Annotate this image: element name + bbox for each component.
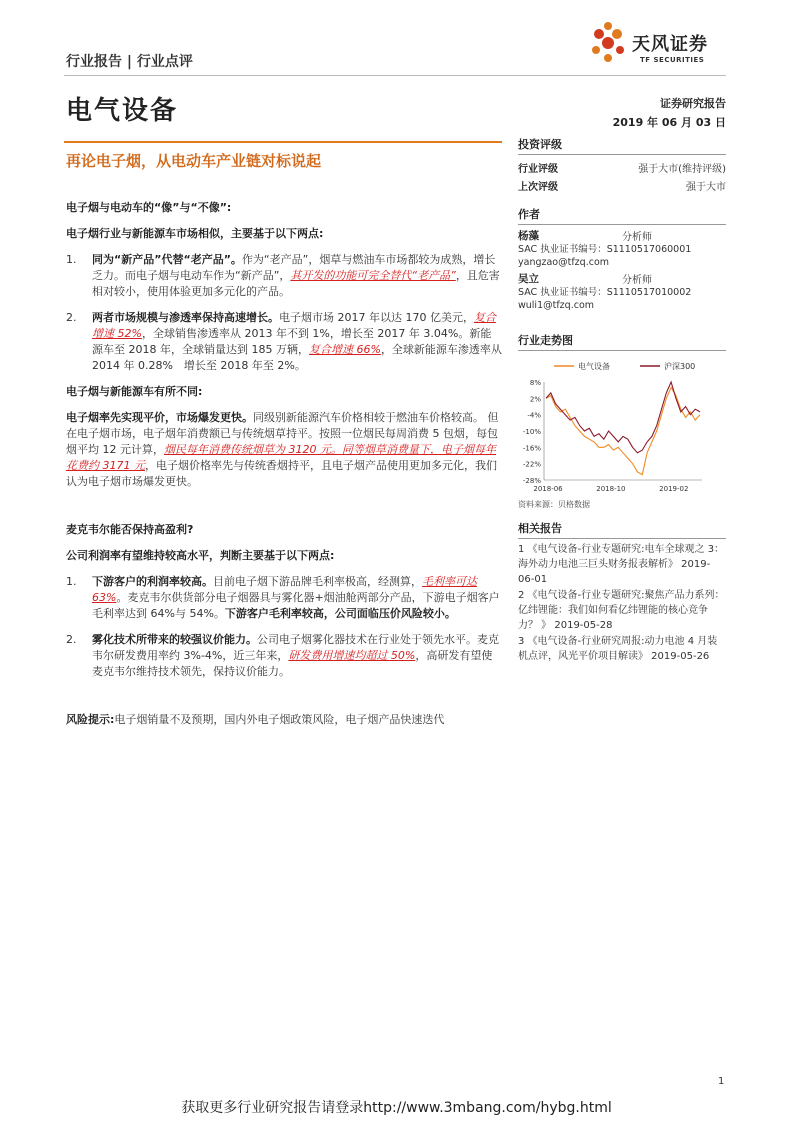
authors-panel — [518, 206, 726, 312]
report-date: 2019 年 06 月 03 日 — [612, 116, 726, 129]
related-report-link[interactable]: 2 《电气设备-行业专题研究:聚焦产品力系列： 亿纬锂能：我们如何看亿纬锂能的核心竞争力？ 》 2019-05-28 — [518, 590, 760, 631]
section-subheading: 电子烟行业与新能源车市场相似，主要基于以下两点: — [66, 227, 324, 240]
author-email[interactable]: wuli1@tfzq.com — [518, 300, 595, 311]
header-divider — [64, 75, 726, 76]
author-cert: SAC 执业证书编号：S1110517060001 — [518, 244, 692, 255]
prev-rating-row: 上次评级 强于大市 — [518, 176, 726, 194]
section-heading: 电子烟与新能源车有所不同: — [66, 385, 203, 398]
list-item: 2. 两者市场规模与渗透率保持高速增长。电子烟市场 2017 年以达 170 亿美元，复合增速 52%，全球销售渗透率从 2013 年不到 1%，增长至 2017 年 3.04%。新能源车至 2018 年，全球销量达到 185 万辆，复合增速 66%，全球新能源车渗透率从 2014 年 0.28% 增长至 2018 年至 2%。 — [66, 311, 502, 372]
section-subheading: 公司利润率有望维持较高水平，判断主要基于以下两点: — [66, 549, 335, 562]
rating-row: 行业评级 强于大市(维持评级) — [518, 158, 726, 176]
author-name: 吴立 — [518, 273, 539, 285]
series-line — [546, 382, 700, 453]
main-content — [66, 200, 502, 738]
paragraph: 电子烟率先实现平价，市场爆发更快。同级别新能源汽车价格相较于燃油车价格较高。 但在电子烟市场，电子烟年消费额已与传统烟草持平。按照一位烟民每周消费 5 包烟，每包烟平均 12 元计算，烟民每年消费传统烟草为 3120 元。同等烟草消费量下，电子烟每年花费约 3171 元，电子烟价格率先与传统香烟持平，且电子烟产品使用更加多元化，我们认为电子烟市场爆发更快。 — [66, 411, 499, 488]
authors-header: 作者 — [518, 206, 726, 225]
legend-label: 沪深300 — [664, 362, 696, 371]
section-heading: 麦克韦尔能否保持高盈利? — [66, 523, 194, 536]
list-item: 1. 下游客户的利润率较高。目前电子烟下游品牌毛利率极高，经测算，毛利率可达 63%。麦克韦尔供货部分电子烟器具与雾化器+烟油舱两部分产品，下游电子烟客户毛利率达到 64%与 54%。下游客户毛利率较高，公司面临压价风险较小。 — [66, 575, 500, 620]
rating-header: 投资评级 — [518, 136, 726, 155]
title-divider — [64, 141, 502, 143]
rating-value: 强于大市(维持评级) — [638, 163, 726, 175]
trend-chart — [518, 354, 726, 494]
list-number: 2. — [66, 633, 77, 646]
prev-rating-value: 强于大市 — [686, 181, 726, 193]
trend-panel — [518, 332, 726, 510]
y-tick-label: -22% — [522, 460, 541, 469]
list-item: 1. 同为“新产品”代替“老产品”。作为“老产品”，烟草与燃油车市场都较为成熟，增长乏力。而电子烟与电动车作为“新产品”，其开发的功能可完全替代“老产品”，且危害相对较小，使用体验更加多元化的产品。 — [66, 253, 500, 298]
logo-name: 天风证券 — [632, 34, 708, 55]
highlight-text: 研发费用增速均超过 50% — [288, 649, 416, 662]
logo-en: TF SECURITIES — [640, 56, 705, 64]
page-number: 1 — [718, 1076, 725, 1087]
author-block: 杨藻 分析师 SAC 执业证书编号：S1110517060001 yangzao@tfzq.com — [518, 228, 726, 269]
chart-source: 资料来源：贝格数据 — [518, 500, 590, 509]
author-cert: SAC 执业证书编号：S1110517010002 — [518, 287, 692, 298]
x-tick-label: 2018-10 — [596, 485, 626, 493]
report-type: 证券研究报告 — [660, 97, 726, 110]
footer-link[interactable]: 获取更多行业研究报告请登录http://www.3mbang.com/hybg.html — [181, 1100, 612, 1116]
section-heading: 电子烟与电动车的“像”与“不像”: — [66, 201, 232, 214]
highlight-text: 复合增速 66% — [308, 343, 381, 356]
highlight-text: 烟民每年消费传统烟草为 3120 元。同等烟草消费量下，电子烟每年花费约 3171 元 — [66, 443, 496, 472]
related-report-link[interactable]: 3 《电气设备-行业研究周报:动力电池 4 月装机点评，风光平价项目解读》 2019-05-26 — [518, 636, 718, 662]
highlight-text: 其开发的功能可完全替代“老产品” — [290, 269, 456, 282]
y-tick-label: -16% — [522, 444, 541, 453]
risk-warning: 风险提示:电子烟销量不及预期，国内外电子烟政策风险，电子烟产品快速迭代 — [66, 713, 445, 726]
list-number: 2. — [66, 311, 77, 324]
y-tick-label: -4% — [527, 411, 541, 420]
x-tick-label: 2018-06 — [533, 485, 563, 493]
report-category: 行业报告 | 行业点评 — [66, 54, 193, 70]
author-block: 吴立 分析师 SAC 执业证书编号：S1110517010002 wuli1@tfzq.com — [518, 271, 726, 312]
y-tick-label: -10% — [522, 428, 541, 436]
list-number: 1. — [66, 253, 77, 266]
trend-header: 行业走势图 — [518, 332, 726, 351]
rating-panel — [518, 136, 726, 194]
x-tick-label: 2019-02 — [659, 485, 689, 493]
sector-title: 电气设备 — [66, 96, 179, 126]
author-email[interactable]: yangzao@tfzq.com — [518, 257, 610, 268]
related-report-link[interactable]: 1 《电气设备-行业专题研究:电车全球观之 3：海外动力电池三巨头财务报表解析》 2019-06-01 — [518, 544, 725, 585]
list-item: 2. 雾化技术所带来的较强议价能力。公司电子烟雾化器技术在行业处于领先水平。麦克韦尔研发费用率约 3%-4%，近三年来，研发费用增速均超过 50%，高研发有望使麦克韦尔维持技术领先，保持议价能力。 — [66, 633, 499, 678]
related-header: 相关报告 — [518, 520, 726, 539]
highlight-text: 复合增速 52% — [92, 311, 496, 340]
related-panel — [518, 520, 760, 665]
y-tick-label: -28% — [522, 477, 541, 485]
legend-label: 电气设备 — [578, 362, 610, 371]
list-number: 1. — [66, 575, 77, 588]
y-tick-label: 2% — [529, 395, 541, 404]
author-name: 杨藻 — [518, 230, 539, 242]
highlight-text: 毛利率可达 63% — [92, 575, 477, 604]
y-tick-label: 8% — [529, 379, 541, 387]
report-title: 再论电子烟，从电动车产业链对标说起 — [66, 152, 322, 170]
